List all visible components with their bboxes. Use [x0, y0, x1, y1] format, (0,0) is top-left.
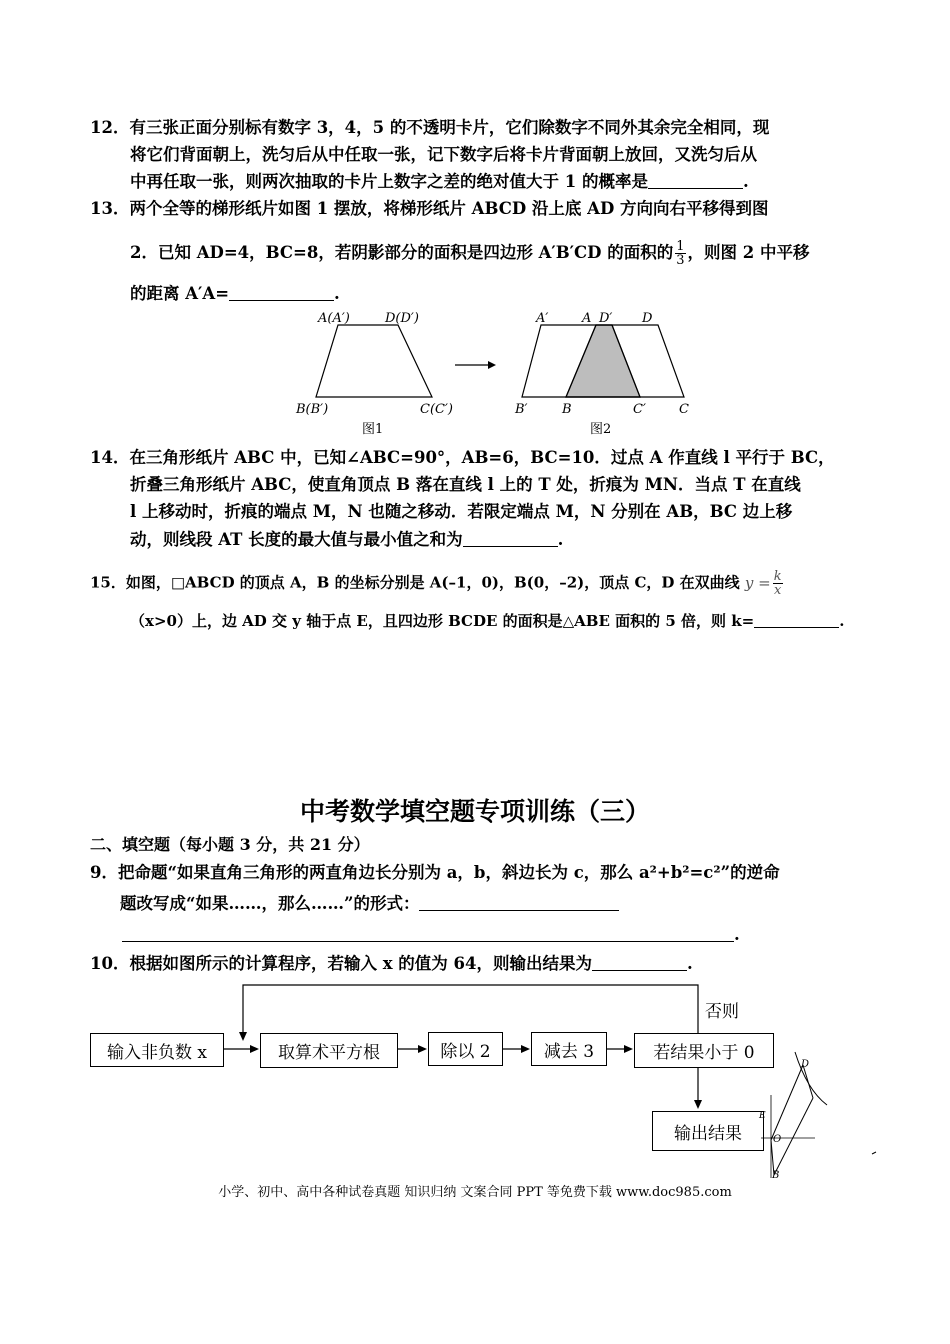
flow-cond-label: 若结果小于 0 [653, 1043, 755, 1063]
q13-figures [0, 300, 950, 450]
q9-answer-blank-1[interactable] [419, 894, 619, 911]
section-header: 二、填空题（每小题 3 分，共 21 分） [90, 835, 370, 854]
q13-line2-tail: ，则图 2 中平移 [687, 243, 810, 262]
fig2-label-b: B [562, 402, 572, 417]
q12-line3-text: 中再任取一张，则两次抽取的卡片上数字之差的绝对值大于 1 的概率是 [130, 172, 648, 191]
q14-line1: 14．在三角形纸片 ABC 中，已知∠ABC=90°，AB=6，BC=10．过点 A 作直线 l 平行于 BC， [90, 448, 835, 467]
fig2-label-d-prime: D′ [599, 311, 613, 326]
figure-2 [514, 311, 689, 437]
flow-output-box [652, 1111, 764, 1151]
corner-label-o: O [773, 1134, 782, 1145]
translation-arrow [455, 361, 496, 369]
q13-answer-blank[interactable] [229, 284, 334, 301]
q13-end: . [334, 284, 340, 303]
q13-frac-den: 3 [676, 253, 685, 268]
q14-end: . [557, 530, 564, 549]
q13-line3-text: 的距离 A′A= [130, 284, 230, 303]
flow-input-box [90, 1033, 224, 1067]
flow-output-label: 输出结果 [674, 1123, 742, 1144]
q9-line3 [122, 924, 740, 946]
q10-line1-text: 10．根据如图所示的计算程序，若输入 x 的值为 64，则输出结果为 [90, 954, 592, 973]
page-footer: 小学、初中、高中各种试卷真题 知识归纳 文案合同 PPT 等免费下载 www.doc985.com [218, 1185, 732, 1200]
q15-line2-text: （x>0）上，边 AD 交 y 轴于点 E，且四边形 BCDE 的面积是△ABE 面积的 5 倍，则 k= [130, 612, 755, 630]
shaded-triangle [566, 325, 640, 397]
fig2-label-c-prime: C′ [633, 402, 646, 417]
fig2-label-d: D [642, 311, 653, 326]
fig1-label-bottom-left: B(B′) [296, 402, 329, 417]
loop-arrowhead [239, 1032, 247, 1041]
q13-frac-num: 1 [676, 239, 685, 254]
q9-end: . [734, 925, 740, 944]
q12-line3 [130, 171, 749, 193]
fig2-label-b-prime: B′ [515, 402, 528, 417]
corner-figure [755, 1050, 885, 1185]
fig1-label-top-right: D(D′) [385, 311, 419, 326]
q15-line1 [90, 570, 785, 597]
q13-line1: 13．两个全等的梯形纸片如图 1 摆放，将梯形纸片 ABCD 沿上底 AD 方向向右平移得到图 [90, 199, 769, 218]
corner-label-b: B [772, 1170, 780, 1181]
q13-line2 [130, 240, 809, 267]
trapezoid-abcd [316, 325, 432, 397]
fig2-label-a: A [582, 311, 592, 326]
q15-frac-den: x [773, 583, 782, 598]
q9-line2-text: 题改写成“如果……，那么……”的形式： [120, 894, 420, 913]
q15-end: . [839, 612, 845, 630]
q9-line2 [120, 893, 619, 915]
fig2-label-c: C [679, 402, 689, 417]
page-title: 中考数学填空题专项训练（三） [299, 797, 650, 826]
q10-line1 [90, 953, 693, 975]
q15-answer-blank[interactable] [754, 611, 839, 628]
q9-answer-blank-2[interactable] [122, 925, 734, 942]
fig1-label-top-left: A(A′) [318, 311, 350, 326]
q15-line1-text: 15．如图，□ABCD 的顶点 A，B 的坐标分别是 A(–1，0)，B(0，–2)，顶点 C，D 在双曲线 [90, 573, 740, 592]
q15-fraction [773, 570, 783, 597]
flow-cond-box [634, 1033, 774, 1068]
q10-answer-blank[interactable] [592, 954, 687, 971]
q15-line2 [130, 610, 844, 632]
q12-answer-blank[interactable] [648, 172, 743, 189]
flow-sub-box [531, 1032, 607, 1066]
q12-end: . [742, 172, 749, 191]
corner-label-e: E [759, 1111, 766, 1121]
q13-fraction [675, 240, 685, 267]
q13-line2-text: 2．已知 AD=4，BC=8，若阴影部分的面积是四边形 A′B′CD 的面积的 [130, 243, 674, 262]
flow-div-box [428, 1032, 503, 1066]
loop-line [243, 985, 698, 1035]
flow-sqrt-box [260, 1033, 398, 1068]
q14-line4 [130, 529, 563, 551]
q10-end: . [687, 954, 693, 973]
q14-answer-blank[interactable] [463, 530, 558, 547]
q12-line2: 将它们背面朝上，洗匀后从中任取一张，记下数字后将卡片背面朝上放回，又洗匀后从 [130, 145, 757, 164]
corner-label-d: D [801, 1059, 810, 1070]
q15-equation [744, 569, 785, 598]
flow-input-label: 输入非负数 x [107, 1042, 207, 1063]
q14-line3: l 上移动时，折痕的端点 M，N 也随之移动．若限定端点 M，N 分别在 AB，BC 边上移 [130, 502, 793, 521]
fig1-label-bottom-right: C(C′) [420, 402, 453, 417]
q14-line2: 折叠三角形纸片 ABC，使直角顶点 B 落在直线 l 上的 T 处，折痕为 MN．当点 T 在直线 [130, 475, 801, 494]
q9-line1: 9．把命题“如果直角三角形的两直角边长分别为 a，b，斜边长为 c，那么 a²+b²=c²”的逆命 [90, 863, 780, 882]
flow-sub-label: 减去 3 [543, 1041, 595, 1062]
fig2-caption: 图2 [590, 422, 612, 437]
q15-frac-num: k [773, 569, 782, 584]
q15-eq-y: y = [744, 573, 771, 592]
flow-sqrt-label: 取算术平方根 [278, 1043, 380, 1063]
fig2-label-a-prime: A′ [536, 311, 549, 326]
hyperbola-curve [795, 1052, 827, 1105]
flow-otherwise-label: 否则 [705, 1002, 739, 1022]
flow-div-label: 除以 2 [440, 1041, 491, 1062]
fig1-caption: 图1 [362, 422, 384, 437]
figure-1 [295, 311, 453, 437]
q12-line1: 12．有三张正面分别标有数字 3，4，5 的不透明卡片，它们除数字不同外其余完全相同，现 [90, 118, 770, 137]
q14-line4-text: 动，则线段 AT 长度的最大值与最小值之和为 [130, 530, 463, 549]
